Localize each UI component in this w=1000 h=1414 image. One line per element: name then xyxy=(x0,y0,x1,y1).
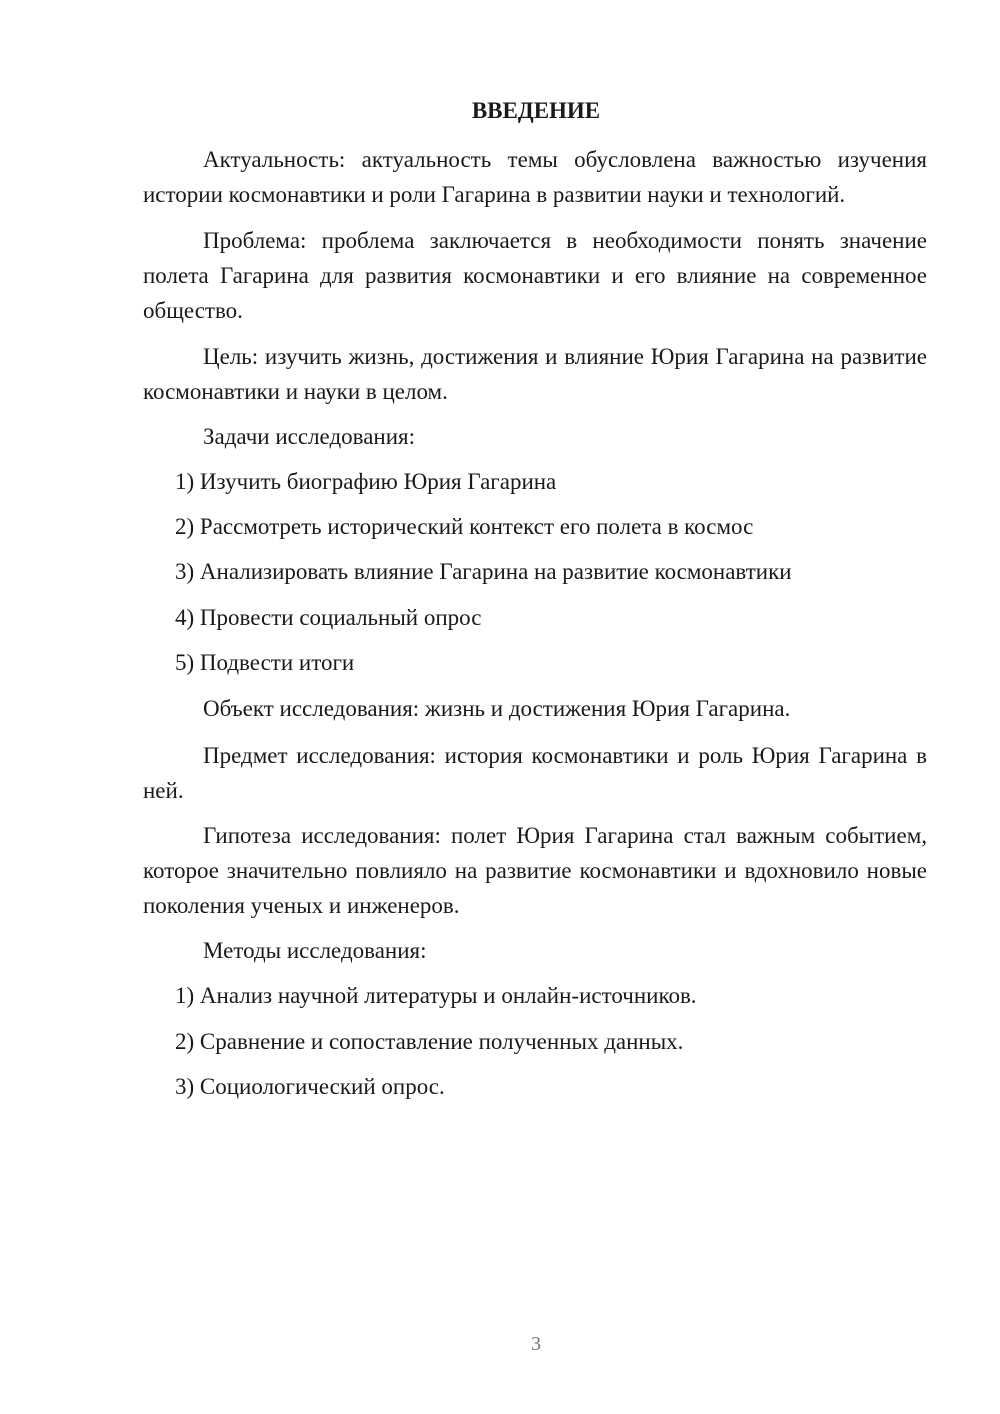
paragraph-subject: Предмет исследования: история космонавтики и роль Юрия Гагарина в ней. xyxy=(143,743,927,803)
paragraph-relevance: Актуальность: актуальность темы обусловлена важностью изучения истории космонавтики и роли Гагарина в развитии науки и технологий. xyxy=(143,147,927,207)
tasks-heading: Задачи исследования: xyxy=(203,424,416,449)
task-item: 5) Подвести итоги xyxy=(175,650,355,675)
paragraph-hypothesis: Гипотеза исследования: полет Юрия Гагарина стал важным событием, которое значительно повлияло на развитие космонавтики и вдохновило новые поколения ученых и инженеров. xyxy=(143,823,927,918)
method-item: 1) Анализ научной литературы и онлайн-источников. xyxy=(175,983,697,1008)
page-title: ВВЕДЕНИЕ xyxy=(471,98,601,123)
object-line: Объект исследования: жизнь и достижения Юрия Гагарина. xyxy=(203,696,791,721)
task-item: 4) Провести социальный опрос xyxy=(175,605,482,630)
task-item: 3) Анализировать влияние Гагарина на развитие космонавтики xyxy=(175,559,792,584)
task-item: 1) Изучить биографию Юрия Гагарина xyxy=(175,469,557,494)
paragraph-problem: Проблема: проблема заключается в необходимости понять значение полета Гагарина для развития космонавтики и его влияние на современное общество. xyxy=(143,228,927,323)
method-item: 2) Сравнение и сопоставление полученных данных. xyxy=(175,1029,684,1054)
task-item: 2) Рассмотреть исторический контекст его полета в космос xyxy=(175,514,754,539)
page-number: 3 xyxy=(531,1333,541,1355)
methods-heading: Методы исследования: xyxy=(203,938,427,963)
method-item: 3) Социологический опрос. xyxy=(175,1074,445,1099)
paragraph-goal: Цель: изучить жизнь, достижения и влияние Юрия Гагарина на развитие космонавтики и науки в целом. xyxy=(143,344,927,404)
